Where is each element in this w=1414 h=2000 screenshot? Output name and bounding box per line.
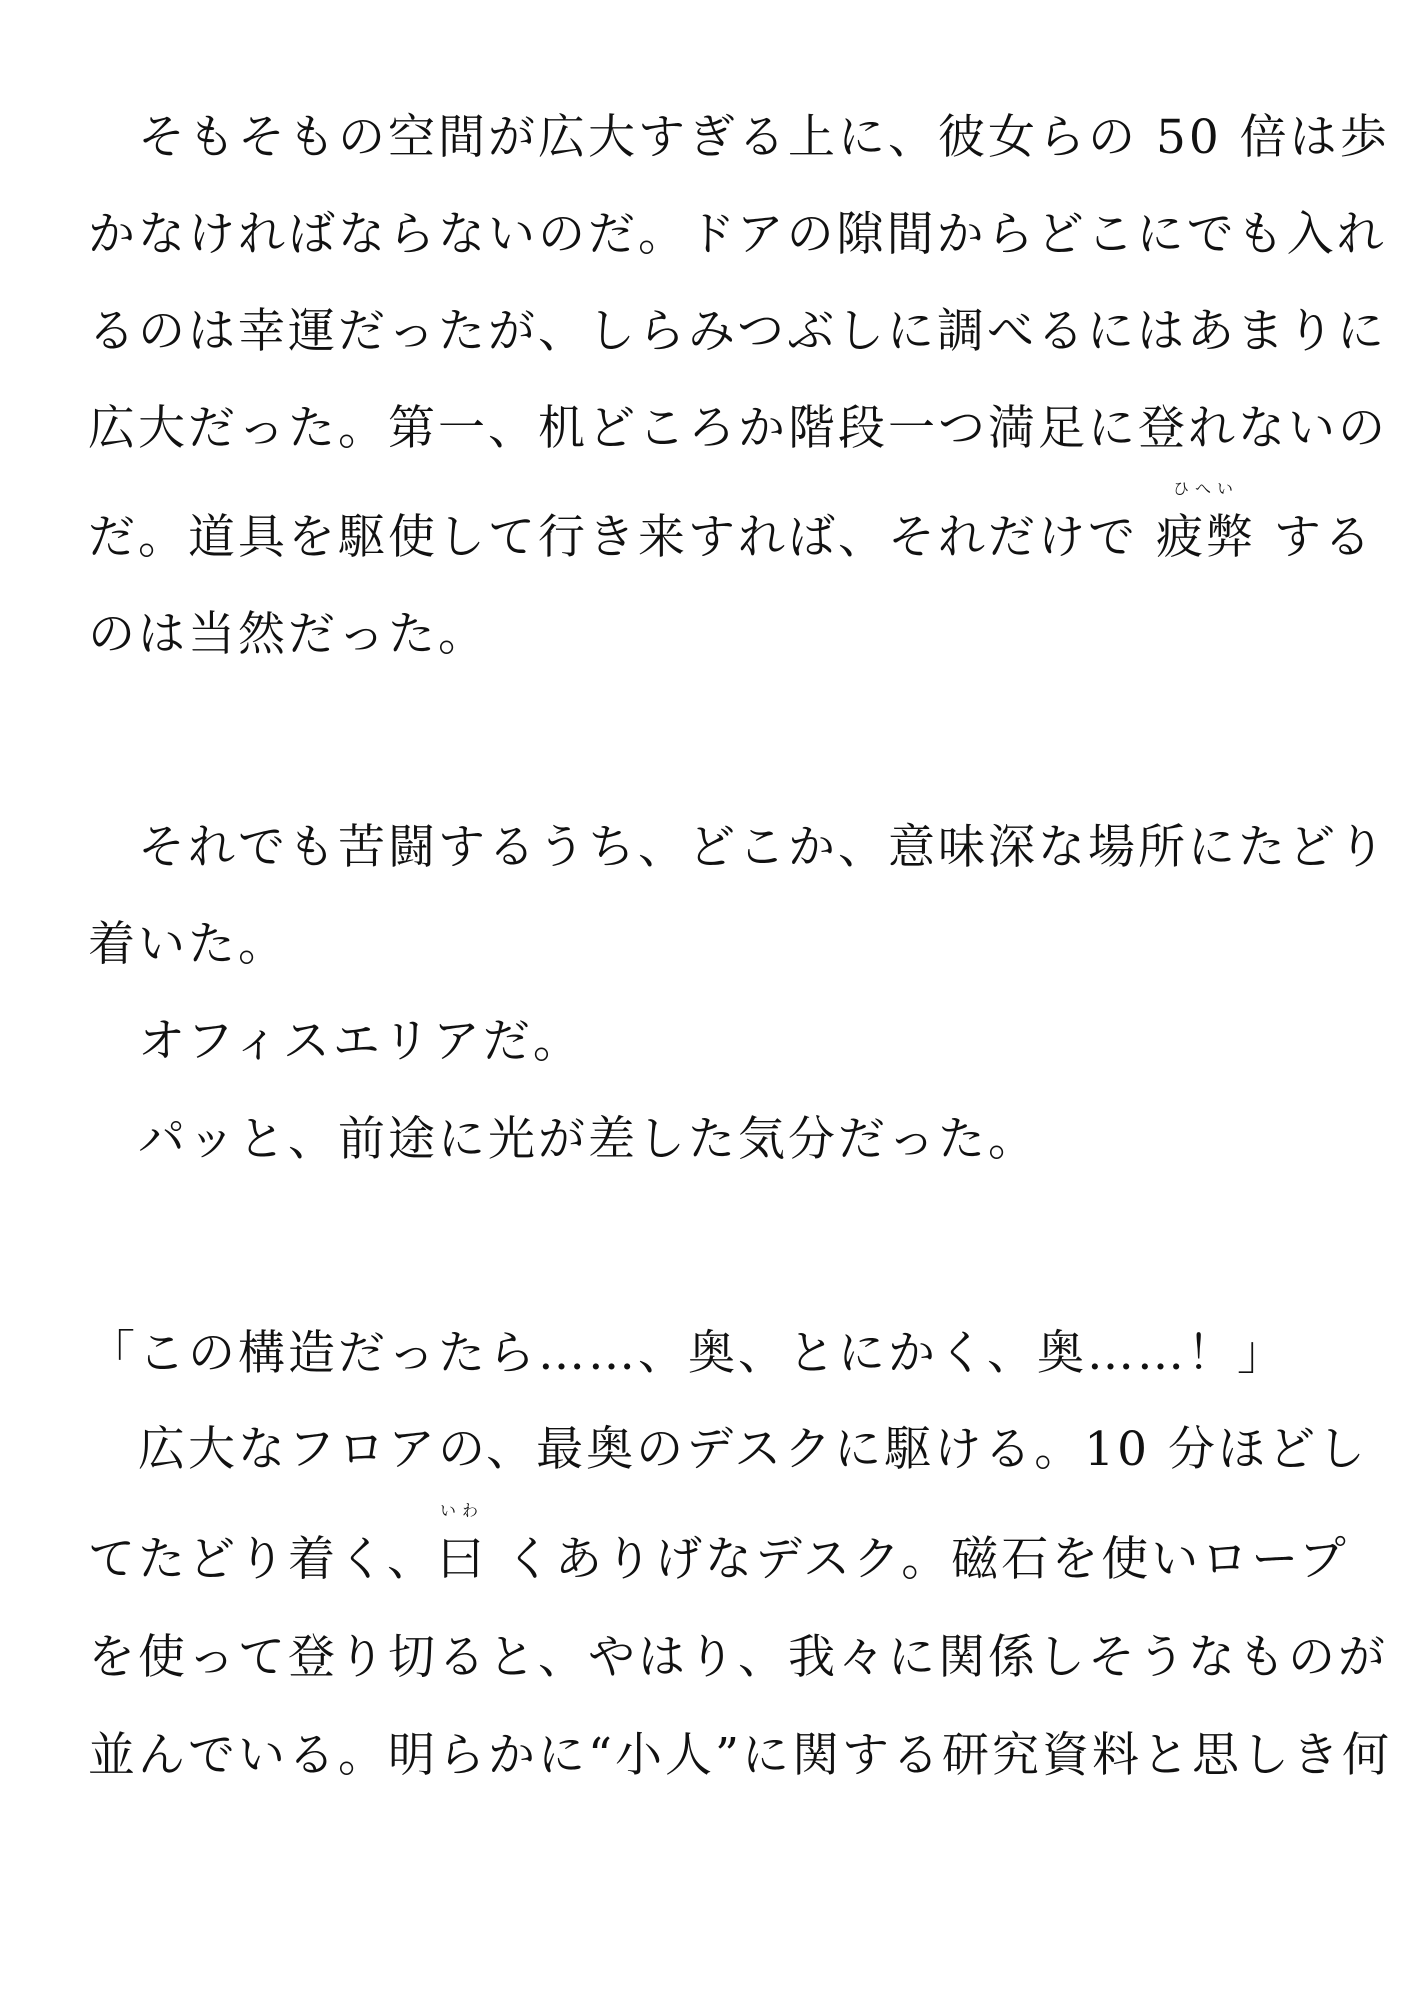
text-line: それでも苦闘するうち、どこか、意味深な場所にたどり bbox=[88, 820, 1388, 875]
text-segment: くありげなデスク。磁石を使いロープ bbox=[487, 1532, 1349, 1587]
text-line: かなければならないのだ。ドアの隙間からどこにでも入れ bbox=[88, 207, 1387, 262]
text-line: 「この構造だったら……、奥、とにかく、奥……！」 bbox=[88, 1326, 1288, 1381]
text-line: 広大だった。第一、机どころか階段一つ満足に登れないの bbox=[88, 401, 1388, 456]
text-segment: てたどり着く、 bbox=[88, 1532, 438, 1587]
text-segment: だ。道具を駆使して行き来すれば、それだけで bbox=[88, 510, 1156, 565]
text-line: 広大なフロアの、最奥のデスクに駆ける。10 分ほどし bbox=[88, 1422, 1368, 1477]
ruby-reading: ひへい bbox=[1172, 479, 1239, 498]
ruby-word bbox=[1155, 479, 1256, 568]
text-line: を使って登り切ると、やはり、我々に関係しそうなものが bbox=[88, 1630, 1388, 1685]
text-line: のは当然だった。 bbox=[88, 607, 488, 662]
text-line: そもそもの空間が広大すぎる上に、彼女らの 50 倍は歩 bbox=[88, 110, 1390, 165]
text-line bbox=[88, 479, 1374, 568]
ruby-reading: いわ bbox=[440, 1501, 485, 1520]
text-segment: する bbox=[1255, 510, 1374, 565]
ruby-base-text: 曰 bbox=[437, 1532, 488, 1587]
text-line: オフィスエリアだ。 bbox=[88, 1014, 583, 1069]
text-line: 並んでいる。明らかに“小人”に関する研究資料と思しき何 bbox=[88, 1728, 1393, 1783]
text-line: パッと、前途に光が差した気分だった。 bbox=[88, 1112, 1038, 1167]
ruby-word bbox=[437, 1501, 488, 1590]
text-line bbox=[88, 1501, 1349, 1590]
text-line: 着いた。 bbox=[88, 917, 288, 972]
text-line: るのは幸運だったが、しらみつぶしに調べるにはあまりに bbox=[88, 304, 1388, 359]
ruby-base-text: 疲弊 bbox=[1155, 510, 1256, 565]
